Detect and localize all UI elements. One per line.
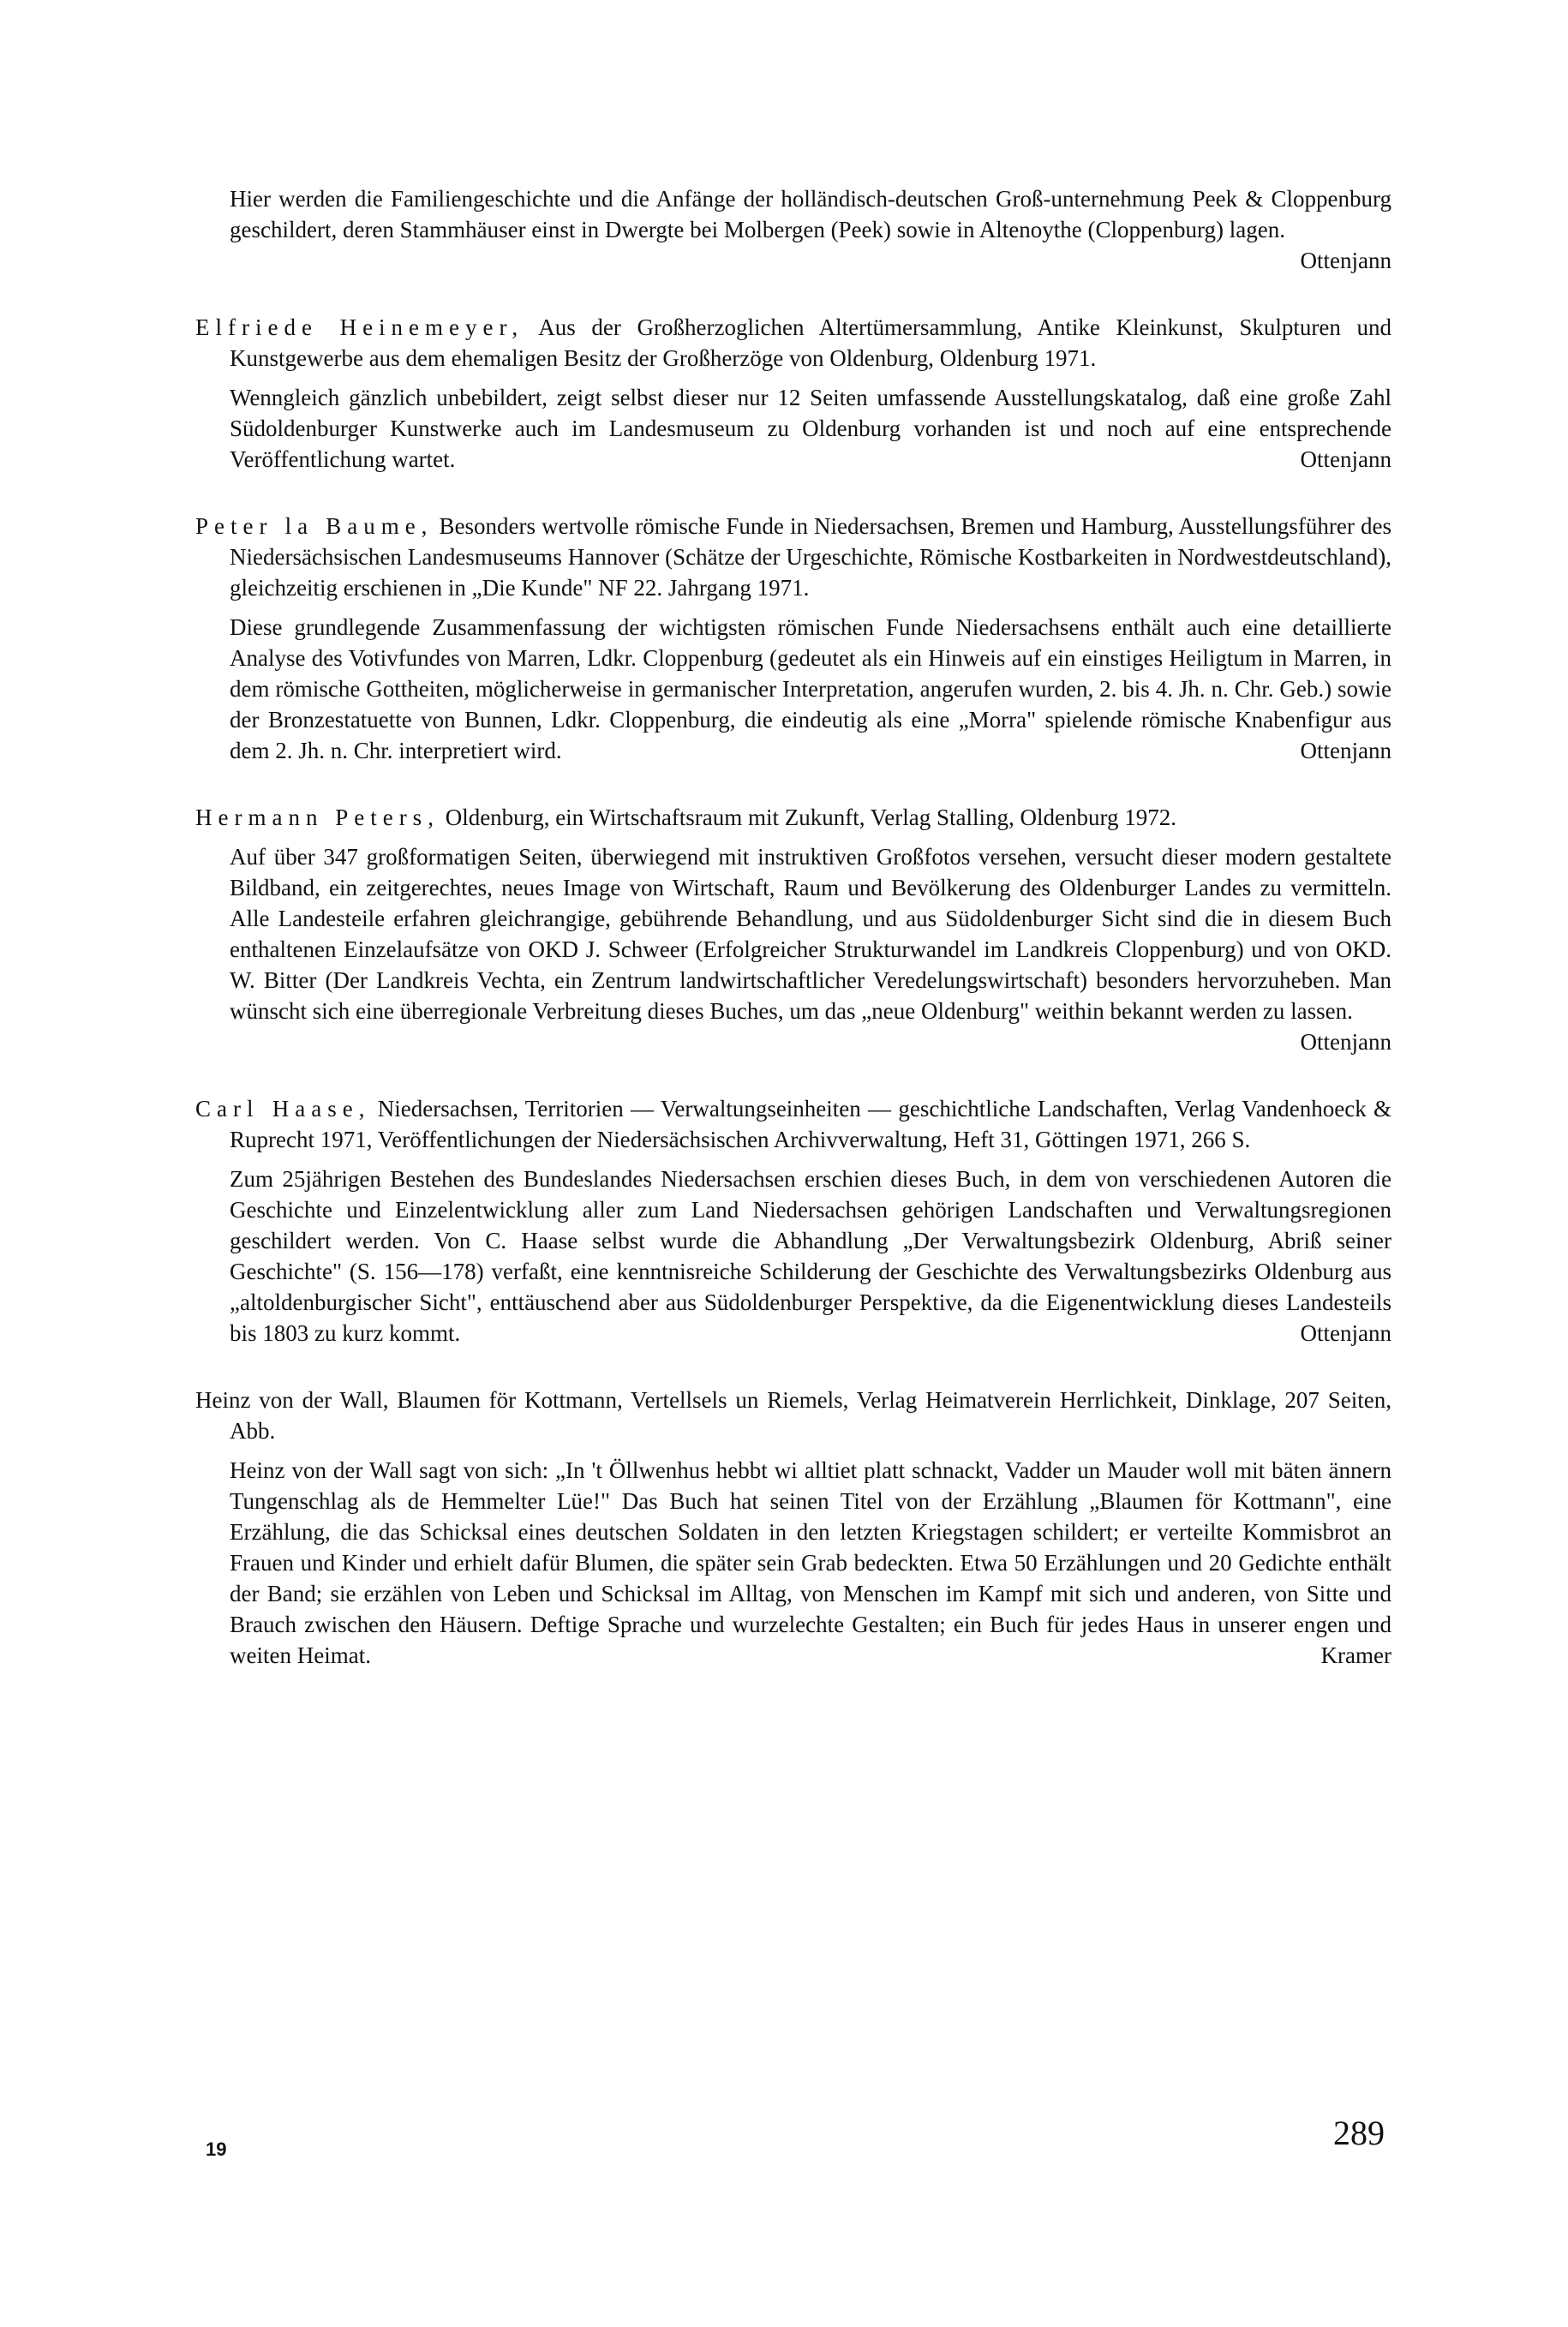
review-body xyxy=(230,1455,1391,1671)
citation xyxy=(195,511,1391,603)
sheet-signature: 19 xyxy=(206,2139,227,2160)
review-text: Heinz von der Wall sagt von sich: „In 't Öllwenhus hebbt wi alltiet platt schnackt, Vadder un Mauder woll mit bäten ännern Tungenschlag als de Hemmelter Lüe!" Das Buch hat seinen Titel von der Erzählung „Blaumen för Kottmann", eine Erzählung, die das Schicksal eines deutschen Soldaten in den letzten Kriegstagen schildert; er verteilte Kommisbrot an Frauen und Kinder und erhielt dafür Blumen, die später sein Grab bedeckten. Etwa 50 Erzählungen und 20 Gedichte enthält der Band; sie erzählen von Leben und Schicksal im Alltag, von Menschen im Kampf mit sich und anderen, von Sitte und Brauch zwischen den Häusern. Deftige Sprache und wurzelechte Gestalten; ein Buch für jedes Haus in unserer engen und weiten Heimat. xyxy=(230,1457,1391,1668)
citation-text: Besonders wertvolle römische Funde in Niedersachsen, Bremen und Hamburg, Ausstellungsführer des Niedersächsischen Landesmuseums Hannover (Schätze der Urgeschichte, Römische Kostbarkeiten in Nordwestdeutschland), gleichzeitig erschienen in „Die Kunde" NF 22. Jahrgang 1971. xyxy=(230,513,1391,601)
intro-text: Hier werden die Familiengeschichte und die Anfänge der holländisch-deutschen Groß-unternehmung Peek & Cloppenburg geschildert, deren Stammhäuser einst in Dwergte bei Molbergen (Peek) sowie in Altenoythe (Cloppenburg) lagen. xyxy=(230,186,1391,242)
reviewer-name: Ottenjann xyxy=(1300,1320,1391,1346)
review-body xyxy=(230,841,1391,1057)
citation xyxy=(195,802,1391,833)
review-body xyxy=(230,612,1391,766)
author-name: Hermann Peters, xyxy=(195,805,440,830)
reviewer-name: Ottenjann xyxy=(1300,1029,1391,1055)
page-number: 289 xyxy=(1333,2114,1385,2152)
review-text: Wenngleich gänzlich unbebildert, zeigt selbst dieser nur 12 Seiten umfassende Ausstellungskatalog, daß eine große Zahl Südoldenburger Kunstwerke auch im Landesmuseum zu Oldenburg vorhanden ist und noch auf eine entsprechende Veröffentlichung wartet. xyxy=(230,385,1391,472)
citation-text: Heinz von der Wall, Blaumen för Kottmann, Vertellsels un Riemels, Verlag Heimatverein Herrlichkeit, Dinklage, 207 Seiten, Abb. xyxy=(195,1387,1391,1444)
author-name: Peter la Baume, xyxy=(195,513,434,539)
review-text: Diese grundlegende Zusammenfassung der wichtigsten römischen Funde Niedersachsens enthält auch eine detaillierte Analyse des Votivfundes von Marren, Ldkr. Cloppenburg (gedeutet als ein Hinweis auf ein einstiges Heiligtum in Marren, in dem römische Gottheiten, möglicherweise in germanischer Interpretation, angerufen wurden, 2. bis 4. Jh. n. Chr. Geb.) sowie der Bronzestatuette von Bunnen, Ldkr. Cloppenburg, die eindeutig als eine „Morra" spielende römische Knabenfigur aus dem 2. Jh. n. Chr. interpretiert wird. xyxy=(230,614,1391,763)
citation-text: Oldenburg, ein Wirtschaftsraum mit Zukunft, Verlag Stalling, Oldenburg 1972. xyxy=(439,805,1176,830)
review-entry-von-der-wall xyxy=(195,1385,1391,1671)
citation xyxy=(195,312,1391,374)
reviewer-name: Kramer xyxy=(1320,1642,1391,1668)
reviewer-name: Ottenjann xyxy=(1300,738,1391,763)
review-body xyxy=(230,382,1391,475)
reviewer-name: Ottenjann xyxy=(1300,446,1391,472)
citation xyxy=(195,1385,1391,1446)
review-body xyxy=(230,1164,1391,1349)
review-text: Zum 25jährigen Bestehen des Bundeslandes Niedersachsen erschien dieses Buch, in dem von verschiedenen Autoren die Geschichte und Einzelentwicklung aller zum Land Niedersachsen gehörigen Landschaften und Verwaltungsregionen geschildert werden. Von C. Haase selbst wurde die Abhandlung „Der Verwaltungsbezirk Oldenburg, Abriß seiner Geschichte" (S. 156—178) verfaßt, eine kenntnisreiche Schilderung der Geschichte des Verwaltungsbezirks Oldenburg aus „altoldenburgischer Sicht", enttäuschend aber aus Südoldenburger Perspektive, da die Eigenentwicklung dieses Landesteils bis 1803 zu kurz kommt. xyxy=(230,1166,1391,1346)
review-entry-la-baume xyxy=(195,511,1391,766)
reviewer-name: Ottenjann xyxy=(1300,248,1391,273)
review-column xyxy=(195,183,1391,1707)
author-name: Elfriede Heinemeyer, xyxy=(195,314,524,340)
citation-text: Aus der Großherzoglichen Altertümersammlung, Antike Kleinkunst, Skulpturen und Kunstgewerbe aus dem ehemaligen Besitz der Großherzöge von Oldenburg, Oldenburg 1971. xyxy=(230,314,1391,371)
review-entry-haase xyxy=(195,1093,1391,1349)
intro-paragraph xyxy=(230,183,1391,276)
citation-text: Niedersachsen, Territorien — Verwaltungseinheiten — geschichtliche Landschaften, Verlag Vandenhoeck & Ruprecht 1971, Veröffentlichungen der Niedersächsischen Archivverwaltung, Heft 31, Göttingen 1971, 266 S. xyxy=(230,1096,1391,1152)
review-entry-heinemeyer xyxy=(195,312,1391,475)
citation xyxy=(195,1093,1391,1155)
review-text: Auf über 347 großformatigen Seiten, überwiegend mit instruktiven Großfotos versehen, versucht dieser modern gestaltete Bildband, ein zeitgerechtes, neues Image von Wirtschaft, Raum und Bevölkerung des Oldenburger Landes zu vermitteln. Alle Landesteile erfahren gleichrangige, gebührende Behandlung, und aus Südoldenburger Sicht sind die in diesem Buch enthaltenen Einzelaufsätze von OKD J. Schweer (Erfolgreicher Strukturwandel im Landkreis Cloppenburg) und von OKD. W. Bitter (Der Landkreis Vechta, ein Zentrum landwirtschaftlicher Veredelungswirtschaft) besonders hervorzuheben. Man wünscht sich eine überregionale Verbreitung dieses Buches, um das „neue Oldenburg" weithin bekannt werden zu lassen. xyxy=(230,844,1391,1024)
author-name: Carl Haase, xyxy=(195,1096,371,1122)
review-entry-peters xyxy=(195,802,1391,1057)
